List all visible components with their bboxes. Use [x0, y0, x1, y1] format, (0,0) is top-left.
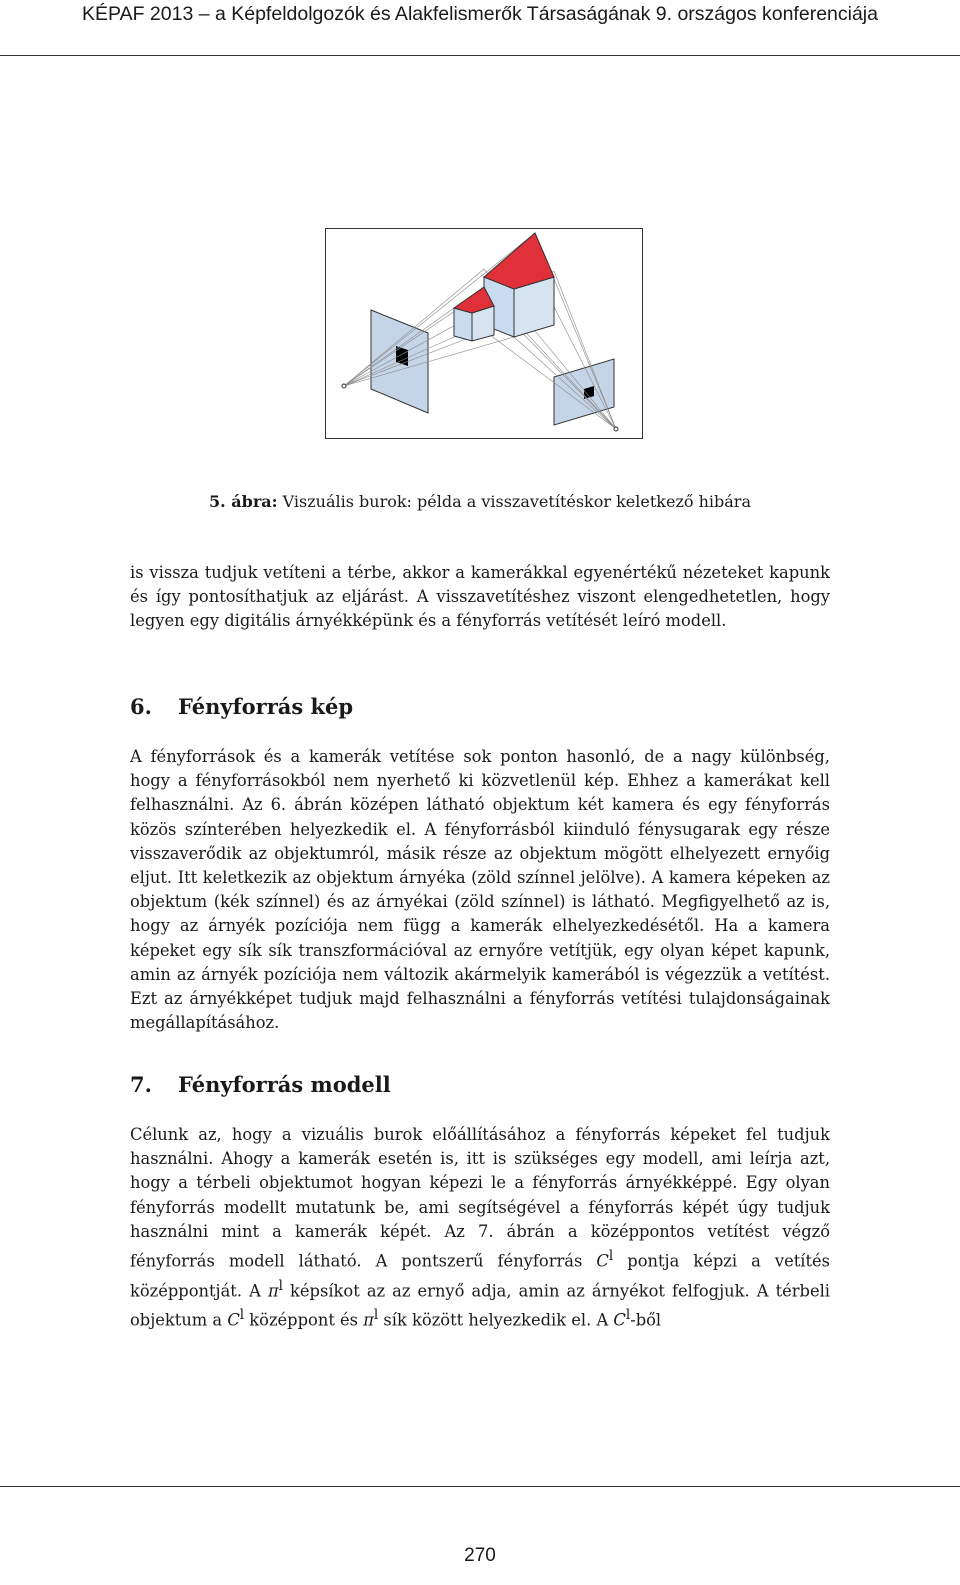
text-run: pontja képzi a vetítés középpontját. A [130, 1251, 830, 1301]
text-run: -ből [630, 1310, 662, 1330]
math-symbol: C [227, 1310, 240, 1330]
math-superscript: l [608, 1248, 614, 1265]
text-run: sík között helyezkedik el. A [378, 1310, 614, 1330]
figure-label: 5. ábra: [208, 492, 278, 511]
math-superscript: l [373, 1307, 379, 1324]
math-symbol: C [613, 1310, 626, 1330]
section-heading-6 [130, 694, 353, 719]
section-heading-7 [130, 1072, 391, 1097]
conference-title: KÉPAF 2013 – a Képfeldolgozók és Alakfelismerők Társaságának 9. országos konferenciája [82, 3, 878, 25]
right-camera-center [614, 427, 618, 431]
footer-divider [0, 1486, 960, 1487]
large-cube-top [484, 233, 554, 289]
text-run: középpont és [244, 1310, 364, 1330]
section-number: 6. [130, 694, 152, 719]
section-title: Fényforrás kép [178, 694, 354, 719]
math-superscript: l [625, 1307, 631, 1324]
math-symbol: π [267, 1281, 279, 1301]
small-cube-front [454, 308, 472, 341]
paragraph-section-6: A fényforrások és a kamerák vetítése sok ponton hasonló, de a nagy különbség, hogy a fényforrásokból nem nyerhető ki közvetlenül kép. Ehhez a kamerákat kell felhasználni. Az 6. ábrán középen látható objektum két kamera és egy fényforrás közös színterében helyezkedik el. A fényforrásból kiinduló fénysugarak egy része visszaverődik az objektumról, másik része az objektum mögött elhelyezett ernyőig eljut. Itt keletkezik az objektum árnyéka (zöld színnel jelölve). A kamera képeken az objektum (kék színnel) és az árnyékai (zöld színnel) is látható. Megfigyelhető az is, hogy az árnyék pozíciója nem függ a kamerák elhelyezkedésétől. Ha a kamera képeket egy sík sík transzformációval az ernyőre vetítjük, egy olyan képet kapunk, amin az árnyék pozíciója nem változik akármelyik kamerából is végezzük a vetítést. Ezt az árnyékképet tudjuk majd felhasználni a fényforrás vetítési tulajdonságainak megállapításához. [130, 747, 830, 1033]
text-run: képsíkot az az ernyő adja, amin az árnyékot felfogjuk. A térbeli objektum a [130, 1281, 831, 1330]
page-header [0, 0, 960, 56]
page-number: 270 [464, 1545, 496, 1566]
section-title: Fényforrás modell [178, 1072, 391, 1097]
paragraph-intro: is vissza tudjuk vetíteni a térbe, akkor a kamerákkal egyenértékű nézeteket kapunk és így pontosíthatjuk az eljárást. A visszavetítéshez viszont elengedhetetlen, hogy legyen egy digitális árnyékképünk és a fényforrás vetítését leíró modell. [130, 563, 830, 631]
paragraph-section-7 [130, 1123, 830, 1333]
figure-caption [0, 492, 960, 511]
left-camera-center [342, 384, 346, 388]
visual-hull-illustration [326, 229, 641, 437]
figure-visual-hull [325, 228, 643, 439]
section-number: 7. [130, 1072, 152, 1097]
math-superscript: l [278, 1277, 283, 1294]
math-symbol: C [596, 1251, 609, 1271]
math-symbol: π [363, 1310, 374, 1330]
math-superscript: l [239, 1307, 245, 1324]
figure-caption-text: Viszuális burok: példa a visszavetítéskor keletkező hibára [282, 492, 751, 511]
text-run: Célunk az, hogy a vizuális burok előállításához a fényforrás képeket fel tudjuk használni. Ahogy a kamerák esetén is, itt is szükséges egy modell, ami leírja azt, hogy a térbeli objektumot hogyan képezi le a fényforrás árnyékképpé. Egy olyan fényforrás modellt mutatunk be, ami segítségével a fényforrás képét úgy tudjuk használni mint a kamerák képét. Az 7. ábrán a középpontos vetítést végző fényforrás modell látható. A pontszerű fényforrás [130, 1125, 830, 1271]
